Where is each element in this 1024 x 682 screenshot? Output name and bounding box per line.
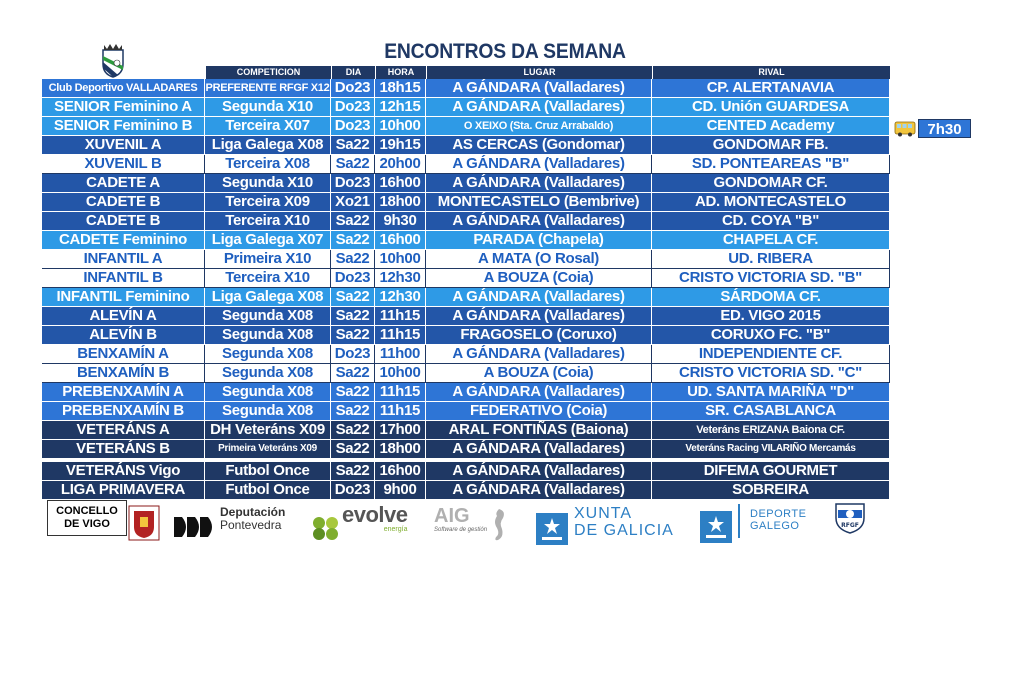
table-row xyxy=(42,98,890,117)
competition-cell: PREFERENTE RFGF X12 xyxy=(205,79,331,97)
deporte-galego-emblem-icon xyxy=(700,504,732,550)
rival-cell: CD. COYA "B" xyxy=(652,212,890,230)
time-cell: 10h00 xyxy=(375,364,426,382)
rfgf-text: RFGF xyxy=(841,522,859,529)
competition-cell: Liga Galega X08 xyxy=(205,288,331,306)
rival-cell: SÁRDOMA CF. xyxy=(652,288,890,306)
rival-cell: INDEPENDIENTE CF. xyxy=(652,345,890,363)
deputacion-line-2: Pontevedra xyxy=(220,518,282,532)
team-cell: INFANTIL A xyxy=(42,250,205,268)
day-cell: Sa22 xyxy=(331,364,375,382)
table-row xyxy=(42,345,890,364)
day-cell: Do23 xyxy=(331,174,375,192)
time-cell: 11h15 xyxy=(375,326,426,344)
deputacion-line-1: Deputación xyxy=(220,505,286,519)
table-row xyxy=(42,364,890,383)
day-cell: Xo21 xyxy=(331,193,375,211)
table-row xyxy=(42,250,890,269)
team-cell: VETERÁNS Vigo xyxy=(42,462,205,480)
team-cell: INFANTIL B xyxy=(42,269,205,287)
evolve-leaf-icon xyxy=(310,505,342,551)
competition-cell: Primeira Veteráns X09 xyxy=(205,440,331,458)
vigo-coat-of-arms-icon xyxy=(128,500,160,546)
time-cell: 18h00 xyxy=(375,193,426,211)
aig-logo xyxy=(434,502,487,538)
competition-cell: Futbol Once xyxy=(205,462,331,480)
competition-cell: Segunda X08 xyxy=(205,345,331,363)
competition-cell: Terceira X09 xyxy=(205,193,331,211)
venue-cell: A GÁNDARA (Valladares) xyxy=(426,345,652,363)
day-cell: Sa22 xyxy=(331,462,375,480)
table-row xyxy=(42,79,890,98)
venue-cell: A GÁNDARA (Valladares) xyxy=(426,79,652,97)
concello-line-2: DE VIGO xyxy=(64,518,110,530)
xunta-logo xyxy=(574,504,674,540)
venue-cell: A GÁNDARA (Valladares) xyxy=(426,440,652,458)
team-cell: PREBENXAMÍN A xyxy=(42,383,205,401)
team-cell: LIGA PRIMAVERA xyxy=(42,481,205,499)
competition-cell: Segunda X10 xyxy=(205,98,331,116)
venue-cell: A GÁNDARA (Valladares) xyxy=(426,481,652,499)
time-cell: 17h00 xyxy=(375,421,426,439)
team-cell: ALEVÍN B xyxy=(42,326,205,344)
rival-cell: SOBREIRA xyxy=(652,481,890,499)
aig-wordmark: AIG xyxy=(434,505,470,527)
day-cell: Do23 xyxy=(331,117,375,135)
rival-cell: SD. PONTEAREAS "B" xyxy=(652,155,890,173)
venue-cell: A GÁNDARA (Valladares) xyxy=(426,155,652,173)
time-cell: 12h15 xyxy=(375,98,426,116)
day-cell: Do23 xyxy=(331,481,375,499)
competition-cell: Segunda X08 xyxy=(205,364,331,382)
time-cell: 12h30 xyxy=(375,288,426,306)
rival-cell: CRISTO VICTORIA SD. "B" xyxy=(652,269,890,287)
table-header xyxy=(205,66,890,79)
team-cell: CADETE B xyxy=(42,193,205,211)
rival-cell: CP. ALERTANAVIA xyxy=(652,79,890,97)
header-lugar: LUGAR xyxy=(426,66,652,79)
table-row xyxy=(42,193,890,212)
day-cell: Do23 xyxy=(331,269,375,287)
competition-cell: Segunda X08 xyxy=(205,383,331,401)
table-row xyxy=(42,212,890,231)
rival-cell: DIFEMA GOURMET xyxy=(652,462,890,480)
aig-subtitle: Software de gestión xyxy=(434,527,488,533)
venue-cell: A BOUZA (Coia) xyxy=(426,269,652,287)
bus-icon xyxy=(893,119,917,138)
rival-cell: ED. VIGO 2015 xyxy=(652,307,890,325)
competition-cell: Primeira X10 xyxy=(205,250,331,268)
time-cell: 11h15 xyxy=(375,383,426,401)
seahorse-icon xyxy=(490,502,508,548)
venue-cell: A GÁNDARA (Valladares) xyxy=(426,462,652,480)
venue-cell: PARADA (Chapela) xyxy=(426,231,652,249)
competition-cell: Futbol Once xyxy=(205,481,331,499)
venue-cell: A GÁNDARA (Valladares) xyxy=(426,98,652,116)
table-row xyxy=(42,462,890,481)
team-cell: XUVENIL A xyxy=(42,136,205,154)
venue-cell: A BOUZA (Coia) xyxy=(426,364,652,382)
venue-cell: AS CERCAS (Gondomar) xyxy=(426,136,652,154)
venue-cell: A GÁNDARA (Valladares) xyxy=(426,212,652,230)
venue-cell: A GÁNDARA (Valladares) xyxy=(426,307,652,325)
day-cell: Sa22 xyxy=(331,402,375,420)
day-cell: Sa22 xyxy=(331,326,375,344)
team-cell: Club Deportivo VALLADARES xyxy=(42,79,205,97)
header-rival: RIVAL xyxy=(652,66,890,79)
venue-cell: A GÁNDARA (Valladares) xyxy=(426,174,652,192)
header-competicion: COMPETICION xyxy=(205,66,331,79)
table-body xyxy=(42,79,890,500)
table-row xyxy=(42,231,890,250)
venue-cell: A GÁNDARA (Valladares) xyxy=(426,383,652,401)
competition-cell: Terceira X10 xyxy=(205,212,331,230)
day-cell: Sa22 xyxy=(331,155,375,173)
time-cell: 9h30 xyxy=(375,212,426,230)
evolve-logo xyxy=(342,502,408,536)
competition-cell: Terceira X08 xyxy=(205,155,331,173)
day-cell: Sa22 xyxy=(331,383,375,401)
day-cell: Sa22 xyxy=(331,440,375,458)
evolve-wordmark: evolve xyxy=(342,502,408,527)
concello-de-vigo-logo xyxy=(47,500,127,536)
team-cell: VETERÁNS B xyxy=(42,440,205,458)
time-cell: 9h00 xyxy=(375,481,426,499)
rfgf-logo xyxy=(830,500,870,546)
table-row xyxy=(42,174,890,193)
venue-cell: MONTECASTELO (Bembrive) xyxy=(426,193,652,211)
rival-cell: CD. Unión GUARDESA xyxy=(652,98,890,116)
rival-cell: UD. RIBERA xyxy=(652,250,890,268)
venue-cell: FEDERATIVO (Coia) xyxy=(426,402,652,420)
sponsors-strip xyxy=(44,498,874,548)
team-cell: INFANTIL Feminino xyxy=(42,288,205,306)
deporte-galego-logo xyxy=(750,502,806,538)
rival-cell: SR. CASABLANCA xyxy=(652,402,890,420)
table-row xyxy=(42,288,890,307)
table-row xyxy=(42,402,890,421)
table-row xyxy=(42,155,890,174)
competition-cell: Segunda X08 xyxy=(205,326,331,344)
deporte-line-1: DEPORTE xyxy=(750,508,807,520)
rival-cell: CRISTO VICTORIA SD. "C" xyxy=(652,364,890,382)
rival-cell: GONDOMAR FB. xyxy=(652,136,890,154)
rival-cell: CHAPELA CF. xyxy=(652,231,890,249)
xunta-line-2: DE GALICIA xyxy=(574,522,674,539)
bus-departure-time: 7h30 xyxy=(918,119,971,138)
table-row xyxy=(42,326,890,345)
day-cell: Do23 xyxy=(331,345,375,363)
table-row xyxy=(42,117,890,136)
rival-cell: Veteráns Racing VILARIÑO Mercamás xyxy=(652,440,890,458)
table-row xyxy=(42,307,890,326)
time-cell: 18h00 xyxy=(375,440,426,458)
venue-cell: A MATA (O Rosal) xyxy=(426,250,652,268)
team-cell: ALEVÍN A xyxy=(42,307,205,325)
time-cell: 11h00 xyxy=(375,345,426,363)
fixtures-table xyxy=(42,66,890,500)
time-cell: 10h00 xyxy=(375,250,426,268)
team-cell: CADETE Feminino xyxy=(42,231,205,249)
table-row xyxy=(42,383,890,402)
day-cell: Do23 xyxy=(331,98,375,116)
competition-cell: Segunda X08 xyxy=(205,307,331,325)
venue-cell: ARAL FONTIÑAS (Baiona) xyxy=(426,421,652,439)
competition-cell: Liga Galega X07 xyxy=(205,231,331,249)
day-cell: Sa22 xyxy=(331,212,375,230)
day-cell: Do23 xyxy=(331,79,375,97)
competition-cell: Terceira X07 xyxy=(205,117,331,135)
time-cell: 16h00 xyxy=(375,231,426,249)
rival-cell: GONDOMAR CF. xyxy=(652,174,890,192)
deputacion-logo-icon xyxy=(172,504,216,550)
time-cell: 18h15 xyxy=(375,79,426,97)
venue-cell: A GÁNDARA (Valladares) xyxy=(426,288,652,306)
team-cell: XUVENIL B xyxy=(42,155,205,173)
deporte-divider xyxy=(738,504,740,538)
rival-cell: CORUXO FC. "B" xyxy=(652,326,890,344)
rival-cell: CENTED Academy xyxy=(652,117,890,135)
team-cell: SENIOR Feminino A xyxy=(42,98,205,116)
time-cell: 16h00 xyxy=(375,174,426,192)
concello-line-1: CONCELLO xyxy=(56,505,118,517)
competition-cell: Terceira X10 xyxy=(205,269,331,287)
evolve-subtitle: energía xyxy=(383,526,408,533)
day-cell: Sa22 xyxy=(331,136,375,154)
day-cell: Sa22 xyxy=(331,231,375,249)
team-cell: CADETE B xyxy=(42,212,205,230)
competition-cell: Segunda X10 xyxy=(205,174,331,192)
venue-cell: O XEIXO (Sta. Cruz Arrabaldo) xyxy=(426,117,652,135)
deputacion-text xyxy=(220,502,285,536)
rival-cell: UD. SANTA MARIÑA "D" xyxy=(652,383,890,401)
competition-cell: Segunda X08 xyxy=(205,402,331,420)
time-cell: 12h30 xyxy=(375,269,426,287)
time-cell: 11h15 xyxy=(375,307,426,325)
day-cell: Sa22 xyxy=(331,288,375,306)
team-cell: PREBENXAMÍN B xyxy=(42,402,205,420)
venue-cell: FRAGOSELO (Coruxo) xyxy=(426,326,652,344)
time-cell: 10h00 xyxy=(375,117,426,135)
day-cell: Sa22 xyxy=(331,307,375,325)
competition-cell: Liga Galega X08 xyxy=(205,136,331,154)
time-cell: 11h15 xyxy=(375,402,426,420)
time-cell: 20h00 xyxy=(375,155,426,173)
day-cell: Sa22 xyxy=(331,421,375,439)
table-row xyxy=(42,269,890,288)
deporte-line-2: GALEGO xyxy=(750,520,800,532)
team-cell: BENXAMÍN A xyxy=(42,345,205,363)
table-row xyxy=(42,136,890,155)
time-cell: 16h00 xyxy=(375,462,426,480)
header-dia: DIA xyxy=(331,66,375,79)
xunta-emblem-icon xyxy=(536,506,568,552)
day-cell: Sa22 xyxy=(331,250,375,268)
team-cell: CADETE A xyxy=(42,174,205,192)
team-cell: VETERÁNS A xyxy=(42,421,205,439)
table-row xyxy=(42,421,890,440)
page-title: ENCONTROS DA SEMANA xyxy=(384,40,626,63)
rfgf-shield-icon xyxy=(834,500,866,534)
time-cell: 19h15 xyxy=(375,136,426,154)
table-row xyxy=(42,440,890,459)
rival-cell: AD. MONTECASTELO xyxy=(652,193,890,211)
competition-cell: DH Veteráns X09 xyxy=(205,421,331,439)
team-cell: BENXAMÍN B xyxy=(42,364,205,382)
team-cell: SENIOR Feminino B xyxy=(42,117,205,135)
xunta-line-1: XUNTA xyxy=(574,505,633,522)
header-hora: HORA xyxy=(375,66,426,79)
rival-cell: Veteráns ERIZANA Baiona CF. xyxy=(652,421,890,439)
